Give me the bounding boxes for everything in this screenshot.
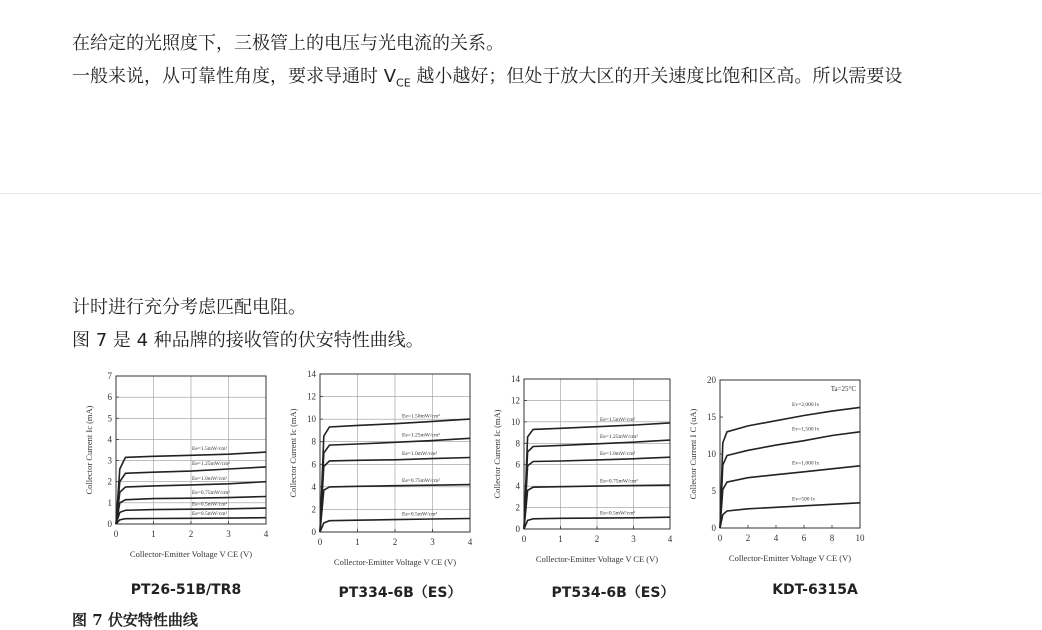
y-tick-label: 2 xyxy=(515,502,520,513)
series-label: Ee=0.5mW/cm² xyxy=(402,511,438,518)
x-tick-label: 2 xyxy=(745,533,751,543)
series-label: Ee=0.75mW/cm² xyxy=(192,490,230,497)
x-axis-label: Collector-Emitter Voltage V CE (V) xyxy=(535,554,659,564)
y-tick-label: 0 xyxy=(711,523,716,533)
y-tick-label: 12 xyxy=(511,395,520,406)
x-axis-label: Collector-Emitter Voltage V CE (V) xyxy=(728,553,852,563)
series-label: Ee=0.75mW/cm² xyxy=(600,478,638,485)
series-label: Ee=0.5mW/cm² xyxy=(600,510,636,517)
y-axis-label: Collector Current Ic (mA) xyxy=(492,409,502,499)
x-tick-label: 4 xyxy=(263,529,269,539)
series-line xyxy=(720,503,860,528)
series-label: Ee=1.50mW/cm² xyxy=(402,413,440,420)
paragraph-line-2 xyxy=(72,65,902,96)
series-label: Ee=0.75mW/cm² xyxy=(402,477,440,484)
series-label: Ev=500 lx xyxy=(792,496,816,503)
x-tick-label: 1 xyxy=(355,537,360,547)
y-tick-label: 14 xyxy=(511,374,520,384)
chart-svg-pt334-6b xyxy=(276,366,476,572)
y-tick-label: 6 xyxy=(107,392,112,403)
paragraph-line-2-end: 越小越好；但处于放大区的开关速度比饱和区高。所以需要设 xyxy=(410,66,903,87)
x-tick-label: 3 xyxy=(226,529,231,539)
y-tick-label: 10 xyxy=(511,416,520,427)
y-tick-label: 4 xyxy=(311,481,316,492)
series-line xyxy=(720,466,860,528)
caption-pt334-6b: PT334-6B（ES） xyxy=(338,585,462,601)
chart-note: Ta=25°C xyxy=(830,385,856,393)
series-label: Ee=1.0mW/cm² xyxy=(402,451,438,458)
y-tick-label: 15 xyxy=(707,412,716,422)
x-tick-label: 2 xyxy=(188,529,194,539)
series-label: Ee=1.25mW/cm² xyxy=(600,434,638,441)
paragraph-line-1: 在给定的光照度下，三极管上的电压与光电流的关系。 xyxy=(72,33,504,54)
series-label: Ee=1.0mW/cm² xyxy=(192,475,228,482)
series-label: Ev=2,000 lx xyxy=(792,402,820,409)
x-tick-label: 0 xyxy=(521,534,527,544)
x-tick-label: 3 xyxy=(430,537,435,547)
x-tick-label: 1 xyxy=(151,529,156,539)
y-tick-label: 2 xyxy=(107,476,112,487)
series-label: Ev=1,500 lx xyxy=(792,426,820,433)
series-label: Ee=0.5mW/cm² xyxy=(192,510,228,517)
y-tick-label: 4 xyxy=(107,434,112,445)
x-axis-label: Collector-Emitter Voltage V CE (V) xyxy=(333,557,457,567)
figure-title: 图 7 伏安特性曲线 xyxy=(72,611,198,629)
y-tick-label: 7 xyxy=(107,371,112,381)
x-tick-label: 4 xyxy=(667,534,673,544)
y-tick-label: 8 xyxy=(515,438,520,449)
x-tick-label: 3 xyxy=(631,534,636,544)
x-tick-label: 0 xyxy=(113,529,119,539)
chart-pt334-6b xyxy=(276,366,476,572)
y-tick-label: 2 xyxy=(311,504,316,515)
x-tick-label: 2 xyxy=(392,537,398,547)
y-tick-label: 8 xyxy=(311,436,316,447)
y-tick-label: 6 xyxy=(311,459,316,470)
caption-pt26-51b: PT26-51B/TR8 xyxy=(130,582,242,598)
chart-pt26-51b xyxy=(72,366,272,572)
y-tick-label: 0 xyxy=(311,527,316,537)
x-tick-label: 4 xyxy=(467,537,473,547)
series-label: Ee=1.25mW/cm² xyxy=(402,432,440,439)
vce-subscript: CE xyxy=(396,76,411,90)
y-tick-label: 1 xyxy=(107,497,112,508)
x-tick-label: 8 xyxy=(829,533,835,543)
caption-pt534-6b: PT534-6B（ES） xyxy=(551,585,675,601)
paragraph-line-2-start: 一般来说，从可靠性角度，要求导通时 V xyxy=(72,66,397,87)
y-tick-label: 4 xyxy=(515,481,520,492)
y-axis-label: Collector Current I C (uA) xyxy=(688,408,698,500)
y-tick-label: 0 xyxy=(515,524,520,534)
chart-pt534-6b xyxy=(480,366,680,572)
y-tick-label: 14 xyxy=(307,369,316,379)
paragraph-line-4: 图 7 是 4 种品牌的接收管的伏安特性曲线。 xyxy=(72,330,424,351)
series-label: Ee=1.0mW/cm² xyxy=(600,451,636,458)
x-axis-label: Collector-Emitter Voltage V CE (V) xyxy=(129,549,253,559)
chart-svg-pt26-51b xyxy=(72,366,272,572)
x-tick-label: 6 xyxy=(801,533,807,543)
page-divider xyxy=(0,193,1042,194)
y-tick-label: 10 xyxy=(307,414,316,425)
x-tick-label: 4 xyxy=(773,533,779,543)
y-tick-label: 12 xyxy=(307,391,316,402)
y-tick-label: 20 xyxy=(707,375,716,385)
x-tick-label: 1 xyxy=(558,534,563,544)
y-tick-label: 6 xyxy=(515,459,520,470)
y-axis-label: Collector Current Ic (mA) xyxy=(84,405,94,495)
series-label: Ee=1.5mW/cm² xyxy=(600,417,636,423)
x-tick-label: 0 xyxy=(317,537,323,547)
y-tick-label: 5 xyxy=(711,486,716,496)
chart-svg-pt534-6b xyxy=(480,366,680,572)
y-tick-label: 10 xyxy=(707,449,716,459)
y-tick-label: 0 xyxy=(107,519,112,529)
series-label: Ee=1.25mW/cm² xyxy=(192,460,230,467)
paragraph-line-3: 计时进行充分考虑匹配电阻。 xyxy=(72,297,306,318)
y-tick-label: 3 xyxy=(107,455,112,466)
y-axis-label: Collector Current Ic (mA) xyxy=(288,408,298,498)
series-label: Ee=0.5mW/cm² xyxy=(192,501,228,508)
series-label: Ee=1.5mW/cm² xyxy=(192,446,228,453)
chart-svg-kdt-6315a xyxy=(684,366,874,572)
chart-kdt-6315a xyxy=(684,366,874,572)
series-label: Ev=1,000 lx xyxy=(792,460,820,467)
x-tick-label: 10 xyxy=(855,533,865,543)
caption-kdt-6315a: KDT-6315A xyxy=(772,582,858,598)
x-tick-label: 2 xyxy=(594,534,600,544)
x-tick-label: 0 xyxy=(717,533,723,543)
y-tick-label: 5 xyxy=(107,413,112,424)
